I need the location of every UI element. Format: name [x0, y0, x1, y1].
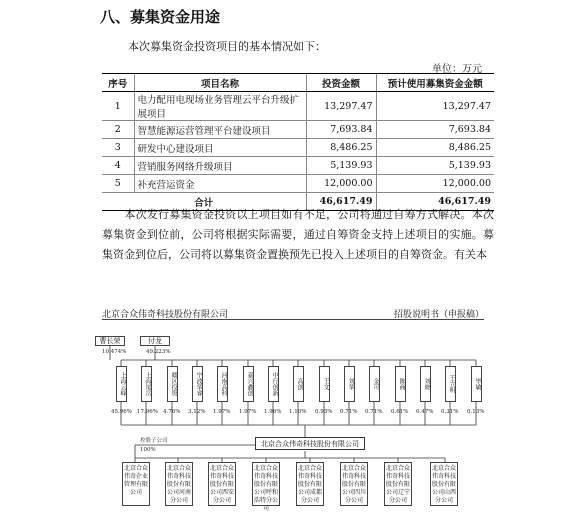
shareholder-pct: 1.97% [239, 409, 257, 415]
row-amount: 7,693.84 [306, 121, 376, 139]
col-header-amount: 投资金额 [306, 74, 376, 92]
shareholder-pct: 0.61% [391, 409, 409, 415]
row-name: 电力配用电现场业务管理云平台升级扩展项目 [134, 92, 306, 121]
shareholder-box: 上海云峰 [116, 366, 127, 402]
subsidiary-box: 北京合众伟奇科技股份有限公司西安分公司 [208, 462, 236, 506]
col-header-name: 项目名称 [134, 74, 306, 92]
row-name: 补充营运资金 [134, 175, 306, 193]
row-raise: 12,000.00 [376, 175, 494, 193]
person-pct: 10.474% [102, 349, 127, 355]
company-box: 北京合众伟奇科技股份有限公司 [255, 437, 365, 450]
shareholder-box: 王立明 [445, 366, 456, 402]
shareholder-box: 陈商 [395, 366, 406, 402]
shareholder-pct: 0.93% [315, 409, 333, 415]
row-amount: 8,486.25 [306, 139, 376, 157]
shareholder-box: 王文 [319, 366, 330, 402]
person-pct: 49.223% [146, 349, 171, 355]
shareholder-pct: 0.13% [467, 409, 485, 415]
shareholder-pct: 0.71% [340, 409, 358, 415]
shareholder-box: 刘华 [344, 366, 355, 402]
intro-text: 本次募集资金投资项目的基本情况如下： [128, 40, 326, 53]
shareholder-box: 刘晓 [420, 366, 431, 402]
shareholder-box: 中行创新 [268, 366, 279, 402]
shareholder-pct: 17.96% [137, 409, 158, 415]
col-header-no: 序号 [102, 74, 134, 92]
shareholder-box: 高创 [293, 366, 304, 402]
subsidiary-box: 北京合众伟奇科技股份有限公司山西分公司 [430, 462, 458, 506]
row-no: 3 [102, 139, 134, 157]
row-no: 5 [102, 175, 134, 193]
shareholder-box: 嘉兴鑫创 [243, 366, 254, 402]
row-raise: 7,693.84 [376, 121, 494, 139]
header-company: 北京合众伟奇科技股份有限公司 [102, 310, 229, 320]
row-amount: 12,000.00 [306, 175, 376, 193]
shareholder-pct: 4.76% [163, 409, 181, 415]
row-amount: 13,297.47 [306, 92, 376, 121]
shareholder-box: 宁波华睿 [192, 366, 203, 402]
shareholder-box: 毕敏 [471, 366, 482, 402]
shareholder-box: 金可 [369, 366, 380, 402]
row-amount: 5,139.93 [306, 157, 376, 175]
subsidiary-box: 北京合众伟奇科技股份有限公司四川分公司 [340, 462, 368, 506]
shareholder-box: 赣区投资 [167, 366, 178, 402]
unit-label: 单位：万元 [432, 64, 482, 75]
row-raise: 13,297.47 [376, 92, 494, 121]
header-doc: 招股说明书（申报稿） [393, 310, 484, 320]
subsidiary-pct: 100% [140, 447, 156, 453]
person-box: 付龙 [140, 336, 170, 346]
person-box: 曹长荣 [95, 336, 125, 346]
col-header-raise: 预计使用募集资金金额 [376, 74, 494, 92]
shareholder-pct: 3.12% [188, 409, 206, 415]
total-raise: 46,617.49 [376, 193, 494, 211]
row-name: 营销服务网络升级项目 [134, 157, 306, 175]
shareholder-pct: 0.71% [365, 409, 383, 415]
row-raise: 5,139.93 [376, 157, 494, 175]
subsidiary-box: 北京合众伟奇科技股份有限公司成都分公司 [296, 462, 324, 506]
subsidiary-box: 北京合众伟奇企业管理有限公司 [122, 462, 150, 506]
shareholder-pct: 0.47% [416, 409, 434, 415]
paragraph-text: 本次发行募集资金投资以上项目如有不足，公司将通过自筹方式解决。本次募集资金到位前，公司将根据实际需要，通过自筹资金支持上述项目的实施。募集资金到位后，公司将以募集资金置换预先已投入上述项目的自筹资金。有关本 [102, 208, 495, 261]
shareholder-box: 河南高科 [217, 366, 228, 402]
shareholder-box: 上海尾岳 [141, 366, 152, 402]
section-title: 八、募集资金用途 [100, 8, 221, 26]
total-label: 合计 [102, 193, 306, 211]
shareholder-pct: 1.97% [213, 409, 231, 415]
shareholder-pct: 1.10% [289, 409, 307, 415]
subsidiary-box: 北京合众伟奇科技股份有限公司呼和浩特分公司 [252, 462, 280, 506]
row-no: 2 [102, 121, 134, 139]
total-amount: 46,617.49 [306, 193, 376, 211]
subsidiary-box: 北京合众伟奇科技股份有限公司辽宁分公司 [384, 462, 412, 506]
shareholder-pct: 1.96% [264, 409, 282, 415]
shareholder-pct: 45.96% [111, 409, 132, 415]
row-no: 1 [102, 92, 134, 121]
row-no: 4 [102, 157, 134, 175]
row-raise: 8,486.25 [376, 139, 494, 157]
row-name: 智慧能源运营管理平台建设项目 [134, 121, 306, 139]
subsidiary-note: 控股子公司 [140, 438, 168, 444]
shareholder-pct: 0.31% [441, 409, 459, 415]
subsidiary-box: 北京合众伟奇科技股份有限公司河南分公司 [165, 462, 193, 506]
row-name: 研发中心建设项目 [134, 139, 306, 157]
